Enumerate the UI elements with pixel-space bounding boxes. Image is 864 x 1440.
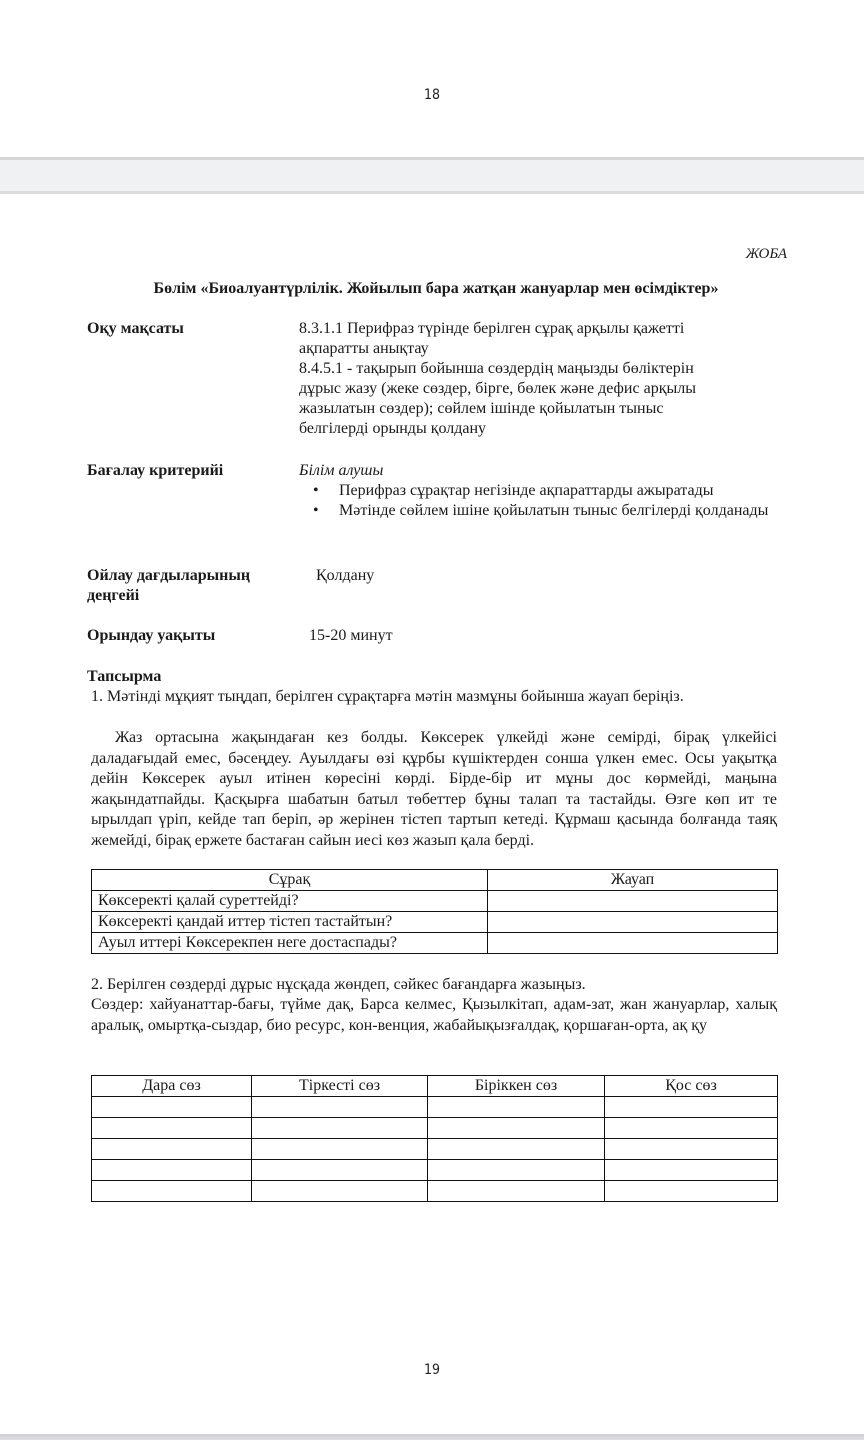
objective-line: дұрыс жазу (жеке сөздер, бірге, бөлек және дефис арқылы bbox=[299, 380, 696, 397]
word-cell[interactable] bbox=[428, 1139, 605, 1160]
table-row bbox=[92, 1097, 778, 1118]
word-cell[interactable] bbox=[605, 1181, 778, 1202]
word-cell[interactable] bbox=[428, 1181, 605, 1202]
page-number-bottom: 19 bbox=[423, 1362, 441, 1378]
column-header: Тіркесті сөз bbox=[252, 1076, 428, 1097]
word-cell[interactable] bbox=[252, 1097, 428, 1118]
column-header: Жауап bbox=[488, 870, 778, 891]
page-separator bbox=[0, 157, 864, 194]
learning-objectives-label: Оқу мақсаты bbox=[87, 320, 184, 337]
thinking-level-value: Қолдану bbox=[316, 567, 375, 584]
task-item-2: 2. Берілген сөздерді дұрыс нұсқада жөндеп, сәйкес бағандарға жазыңыз. bbox=[91, 976, 586, 993]
column-header: Қос сөз bbox=[605, 1076, 778, 1097]
learning-objectives-value bbox=[299, 319, 779, 439]
reading-passage: Жаз ортасына жақындаған кез болды. Көксерек үлкейді және семірді, бірақ үлкейісі даладағыдай емес, бәсеңдеу. Ауылдағы өзі құрбы күшіктерден сонша үлкен емес. Осы уақытқа дейін Көксерек ауыл итінен көресіні көрді. Бірде-бір ит мұны дос көрмейді, маңына жақындатпайды. Қасқырға шабатын батыл төбеттер бұны талап та тастайды. Өзге көп ит те ырылдап үріп, кейде тап беріп, әр жерінен тістеп тартып кетеді. Құрмаш қасында болғанда таяқ жемейді, бірақ ержете бастаған сайын иесі көз жазып қала берді. bbox=[91, 729, 777, 849]
thinking-level-label bbox=[87, 566, 250, 606]
section-title: Бөлім «Биоалуантүрлілік. Жойылып бара жатқан жануарлар мен өсімдіктер» bbox=[153, 280, 719, 297]
thinking-level-label-line: деңгейі bbox=[87, 587, 140, 604]
assessment-criteria-label: Бағалау критерийі bbox=[87, 462, 224, 479]
column-header: Біріккен сөз bbox=[428, 1076, 605, 1097]
column-header: Сұрақ bbox=[92, 870, 488, 891]
table-row bbox=[92, 891, 778, 912]
word-cell[interactable] bbox=[605, 1139, 778, 1160]
criteria-item: • Перифраз сұрақтар негізінде ақпараттарды ажыратады bbox=[299, 481, 779, 501]
column-header: Дара сөз bbox=[92, 1076, 252, 1097]
table-row bbox=[92, 1181, 778, 1202]
task-title: Тапсырма bbox=[87, 668, 162, 685]
question-cell: Ауыл иттері Көксерекпен неге достаспады? bbox=[92, 933, 488, 954]
learner-intro: Білім алушы bbox=[299, 462, 384, 479]
answer-cell[interactable] bbox=[488, 912, 778, 933]
execution-time-label: Орындау уақыты bbox=[87, 627, 216, 644]
word-cell[interactable] bbox=[605, 1097, 778, 1118]
answer-cell[interactable] bbox=[488, 933, 778, 954]
draft-label: ЖОБА bbox=[745, 246, 787, 262]
word-cell[interactable] bbox=[92, 1139, 252, 1160]
table-row bbox=[92, 933, 778, 954]
table-header-row bbox=[92, 870, 778, 891]
word-cell[interactable] bbox=[605, 1118, 778, 1139]
word-cell[interactable] bbox=[605, 1160, 778, 1181]
objective-line: белгілерді орынды қолдану bbox=[299, 420, 487, 437]
objective-line: жазылатын сөздер); сөйлем ішінде қойылатын тыныс bbox=[299, 400, 664, 417]
word-cell[interactable] bbox=[252, 1139, 428, 1160]
criteria-list bbox=[299, 481, 779, 521]
task-item-1: 1. Мәтінді мұқият тыңдап, берілген сұрақтарға мәтін мазмұны бойынша жауап беріңіз. bbox=[91, 688, 684, 705]
table-row bbox=[92, 1139, 778, 1160]
word-list: Сөздер: хайуанаттар-бағы, түйме дақ, Барса келмес, Қызылкітап, адам-зат, жан жануарлар, халық аралық, омыртқа-сыздар, био ресурс, кон-венция, жабайықызғалдақ, қоршаған-орта, ақ қу bbox=[91, 996, 777, 1034]
words-table bbox=[91, 1075, 778, 1202]
word-cell[interactable] bbox=[92, 1118, 252, 1139]
word-cell[interactable] bbox=[252, 1118, 428, 1139]
table-header-row bbox=[92, 1076, 778, 1097]
answer-cell[interactable] bbox=[488, 891, 778, 912]
assessment-criteria-value bbox=[299, 461, 779, 521]
question-cell: Көксеректі қалай суреттейді? bbox=[92, 891, 488, 912]
table-row bbox=[92, 1160, 778, 1181]
word-cell[interactable] bbox=[428, 1118, 605, 1139]
table-row bbox=[92, 912, 778, 933]
execution-time-value: 15-20 минут bbox=[309, 627, 393, 644]
word-cell[interactable] bbox=[92, 1181, 252, 1202]
criteria-item: • Мәтінде сөйлем ішіне қойылатын тыныс белгілерді қолданады bbox=[299, 501, 779, 521]
word-cell[interactable] bbox=[428, 1097, 605, 1118]
thinking-level-label-line: Ойлау дағдыларының bbox=[87, 567, 251, 584]
word-cell[interactable] bbox=[92, 1160, 252, 1181]
objective-line: ақпаратты анықтау bbox=[299, 340, 429, 357]
question-cell: Көксеректі қандай иттер тістеп тастайтын? bbox=[92, 912, 488, 933]
objective-line: 8.3.1.1 Перифраз түрінде берілген сұрақ арқылы қажетті bbox=[299, 320, 685, 337]
word-cell[interactable] bbox=[92, 1097, 252, 1118]
word-cell[interactable] bbox=[252, 1181, 428, 1202]
qa-table bbox=[91, 869, 778, 954]
word-cell[interactable] bbox=[428, 1160, 605, 1181]
word-cell[interactable] bbox=[252, 1160, 428, 1181]
objective-line: 8.4.5.1 - тақырып бойынша сөздердің маңызды бөліктерін bbox=[299, 360, 694, 377]
table-row bbox=[92, 1118, 778, 1139]
page-number-top: 18 bbox=[423, 87, 441, 103]
page-bottom-edge bbox=[0, 1434, 864, 1440]
